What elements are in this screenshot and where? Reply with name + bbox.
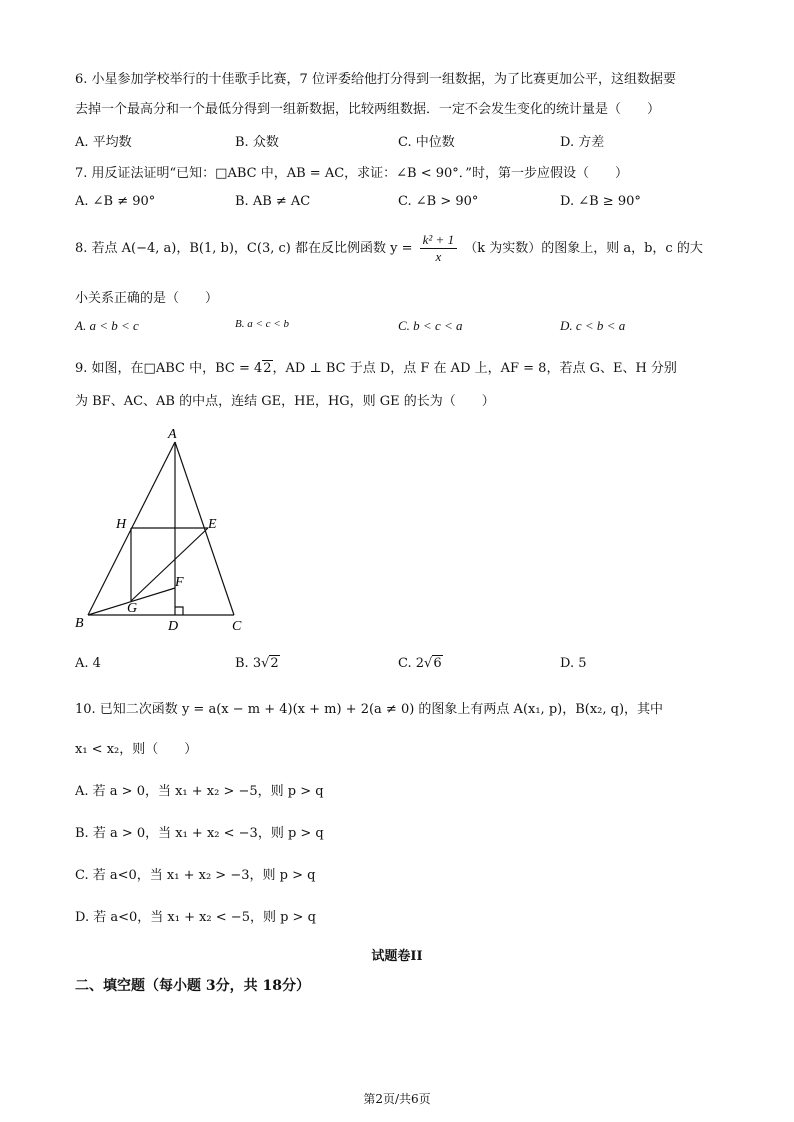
q9-option-b-coef: B. 3 [235, 656, 262, 671]
section-title: 试题卷II [371, 949, 423, 964]
q10-option-a: A. 若 a > 0，当 x₁ + x₂ > −5，则 p > q [75, 784, 324, 799]
q6-stem-line2: 去掉一个最高分和一个最低分得到一组新数据，比较两组数据．一定不会发生变化的统计量是（ ） [75, 102, 661, 117]
q10-stem-line2: x₁ < x₂，则（ ） [75, 742, 198, 757]
q9-triangle-figure [70, 420, 260, 640]
q8-fraction-numerator: k² + 1 [420, 232, 457, 249]
q10-option-b: B. 若 a > 0，当 x₁ + x₂ < −3，则 p > q [75, 826, 324, 841]
q7-option-d: D. ∠B ≥ 90° [560, 194, 641, 209]
q10-option-d: D. 若 a<0，当 x₁ + x₂ < −5，则 p > q [75, 910, 316, 925]
q6-options [75, 131, 735, 151]
q9-option-c-coef: C. 2 [398, 656, 425, 671]
q9-stem-line1 [75, 357, 677, 376]
q7-option-a: A. ∠B ≠ 90° [75, 194, 156, 209]
label-c: C [232, 619, 242, 634]
q6-stem-line1: 6. 小星参加学校举行的十佳歌手比赛，7 位评委给他打分得到一组数据，为了比赛更加公平，这组数据要 [75, 72, 676, 87]
q9-option-c-radicand: 6 [433, 656, 442, 671]
q7-option-c: C. ∠B > 90° [398, 194, 479, 209]
label-h: H [116, 517, 127, 532]
q10-stem-line1: 10. 已知二次函数 y = a(x − m + 4)(x + m) + 2(a ≠ 0) 的图象上有两点 A(x₁, p)，B(x₂, q)，其中 [75, 702, 664, 717]
q9-stem-line1-a: 9. 如图，在□ABC 中，BC = 4 [75, 361, 263, 376]
q9-option-a: A. 4 [75, 656, 101, 671]
q10-option-c: C. 若 a<0，当 x₁ + x₂ > −3，则 p > q [75, 868, 316, 883]
q8-stem-pre: 8. 若点 A(−4, a)，B(1, b)，C(3, c) 都在反比例函数 y = [75, 241, 413, 256]
q9-stem-line1-b: ，AD ⊥ BC 于点 D，点 F 在 AD 上，AF = 8，若点 G、E、H 分别 [272, 361, 677, 376]
q9-option-c: C. 2√6 [398, 656, 442, 671]
q6-option-d: D. 方差 [560, 135, 605, 150]
label-a: A [168, 427, 177, 442]
q7-option-b: B. AB ≠ AC [235, 194, 311, 209]
q8-option-a: A. a < b < c [75, 318, 139, 333]
q9-stem-line2: 为 BF、AC、AB 的中点，连结 GE，HE，HG，则 GE 的长为（ ） [75, 394, 495, 409]
page-footer: 第2页/共6页 [363, 1092, 431, 1106]
q9-options [75, 656, 735, 676]
q9-option-d: D. 5 [560, 656, 587, 671]
label-d: D [168, 619, 179, 634]
q8-stem-post: （k 为实数）的图象上，则 a，b，c 的大 [464, 241, 703, 256]
label-e: E [208, 517, 217, 532]
q8-stem-line1 [75, 232, 703, 265]
q8-option-d: D. c < b < a [560, 318, 626, 333]
q6-option-c: C. 中位数 [398, 135, 455, 150]
q8-option-b: B. a < c < b [235, 318, 289, 330]
label-b: B [75, 616, 84, 631]
q8-stem-line2: 小关系正确的是（ ） [75, 291, 219, 306]
q6-option-a: A. 平均数 [75, 135, 132, 150]
q8-option-c: C. b < c < a [398, 318, 463, 333]
q8-fraction-denominator: x [435, 249, 442, 264]
q8-fraction [420, 232, 457, 265]
section2-heading: 二、填空题（每小题 3分，共 18分） [75, 978, 310, 994]
q7-stem: 7. 用反证法证明“已知：□ABC 中，AB = AC，求证：∠B < 90°．”时，第一步应假设（ ） [75, 166, 628, 181]
q6-option-b: B. 众数 [235, 135, 279, 150]
q7-options [75, 194, 735, 214]
q9-option-b-radicand: 2 [270, 656, 279, 671]
label-g: G [127, 601, 138, 616]
label-f: F [175, 575, 184, 590]
q9-option-b: B. 3√2 [235, 656, 279, 671]
right-angle-mark [175, 607, 183, 615]
q9-sqrt-radicand: 2 [263, 361, 272, 376]
q8-options [75, 318, 735, 338]
